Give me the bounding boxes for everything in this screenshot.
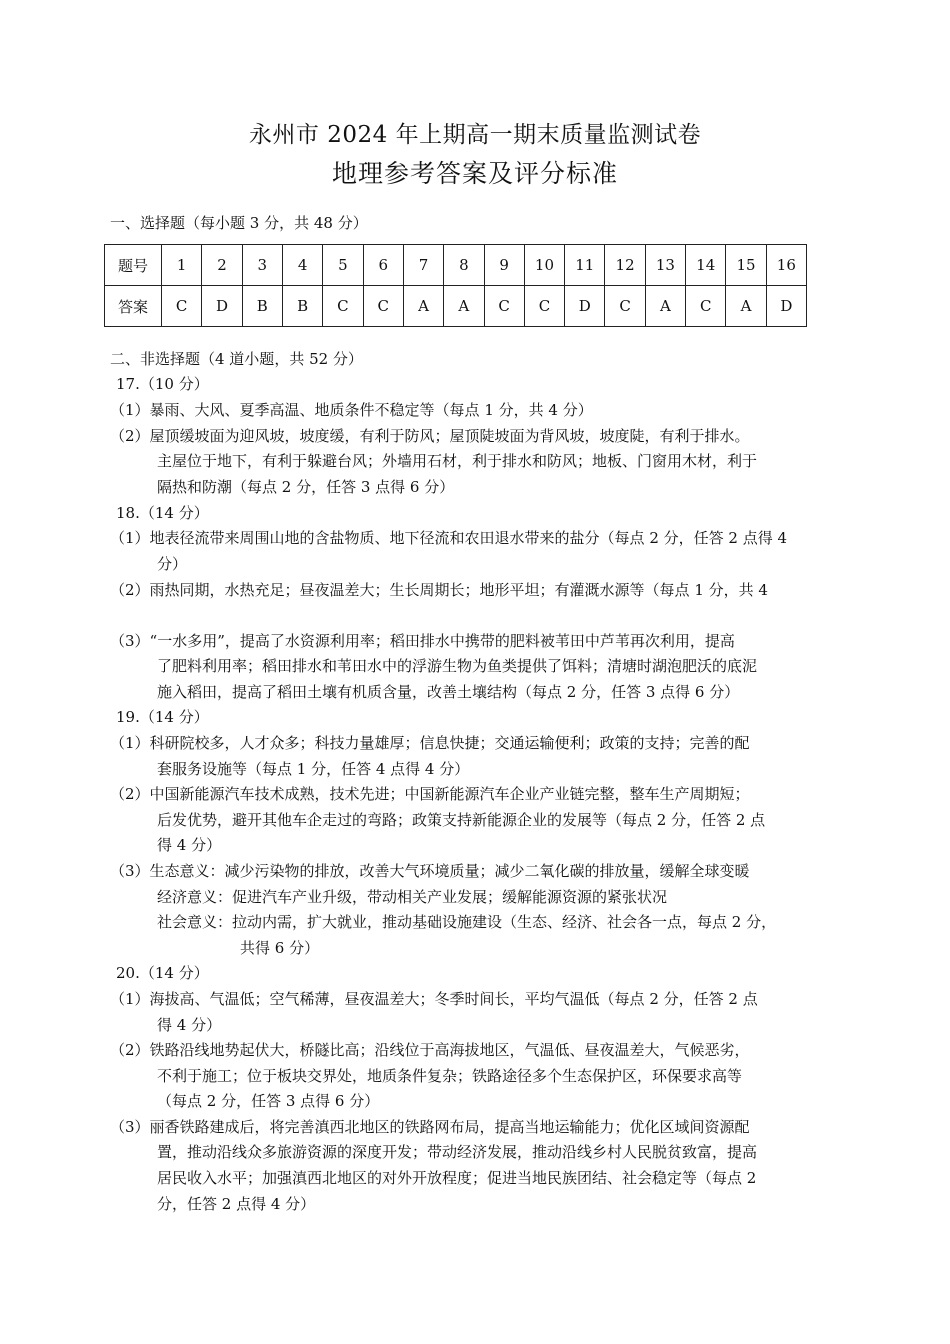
q20-answer-1-cont: 得 4 分）	[157, 1016, 222, 1034]
answer-cell: D	[766, 286, 806, 327]
exam-title: 永州市 2024 年上期高一期末质量监测试卷	[248, 122, 702, 148]
q17-answer-2-cont: 隔热和防潮（每点 2 分，任答 3 点得 6 分）	[157, 478, 455, 496]
row-label-question: 题号	[105, 245, 162, 286]
q17-answer-1: （1）暴雨、大风、夏季高温、地质条件不稳定等（每点 1 分，共 4 分）	[110, 401, 593, 419]
q18-answer-3-cont: 了肥料利用率；稻田排水和苇田水中的浮游生物为鱼类提供了饵料；清塘时湖泡肥沃的底泥	[157, 657, 758, 675]
q19-answer-3-cont: 共得 6 分）	[240, 939, 320, 957]
answer-cell: B	[282, 286, 322, 327]
q19-answer-1: （1）科研院校多，人才众多；科技力量雄厚；信息快捷；交通运输便利；政策的支持；完善的配	[110, 734, 750, 752]
q18-title: 18.（14 分）	[116, 504, 209, 522]
q19-answer-3-cont: 经济意义：促进汽车产业升级，带动相关产业发展；缓解能源资源的紧张状况	[157, 888, 668, 906]
question-number-row	[105, 245, 807, 286]
answer-cell: C	[686, 286, 726, 327]
q20-answer-3-cont: 置，推动沿线众多旅游资源的深度开发；带动经济发展，推动沿线乡村人民脱贫致富，提高	[157, 1143, 758, 1161]
question-number: 14	[686, 245, 726, 286]
answer-cell: A	[726, 286, 766, 327]
question-number: 12	[605, 245, 645, 286]
question-number: 1	[162, 245, 202, 286]
q20-answer-2: （2）铁路沿线地势起伏大，桥隧比高；沿线位于高海拔地区，气温低、昼夜温差大，气候恶劣，	[110, 1041, 750, 1059]
answer-cell: A	[645, 286, 685, 327]
q18-answer-3-cont: 施入稻田，提高了稻田土壤有机质含量，改善土壤结构（每点 2 分，任答 3 点得 6 分）	[157, 683, 740, 701]
q19-title: 19.（14 分）	[116, 708, 209, 726]
q18-answer-1-cont: 分）	[157, 555, 188, 573]
q19-answer-2: （2）中国新能源汽车技术成熟，技术先进；中国新能源汽车企业产业链完整，整车生产周期短；	[110, 785, 750, 803]
question-number: 15	[726, 245, 766, 286]
question-number: 8	[444, 245, 484, 286]
q17-answer-2-cont: 主屋位于地下，有利于躲避台风；外墙用石材，利于排水和防风；地板、门窗用木材，利于	[157, 452, 758, 470]
q18-answer-1: （1）地表径流带来周围山地的含盐物质、地下径流和农田退水带来的盐分（每点 2 分，任答 2 点得 4	[110, 529, 788, 547]
answer-row	[105, 286, 807, 327]
question-number: 6	[363, 245, 403, 286]
q17-answer-2: （2）屋顶缓坡面为迎风坡，坡度缓，有利于防风；屋顶陡坡面为背风坡，坡度陡，有利于排水。	[110, 427, 750, 445]
question-number: 3	[242, 245, 282, 286]
answer-cell: C	[605, 286, 645, 327]
q19-answer-1-cont: 套服务设施等（每点 1 分，任答 4 点得 4 分）	[157, 760, 470, 778]
answer-cell: A	[444, 286, 484, 327]
q19-answer-2-cont: 得 4 分）	[157, 836, 222, 854]
answer-cell: A	[403, 286, 443, 327]
answer-cell: B	[242, 286, 282, 327]
q19-answer-2-cont: 后发优势，避开其他车企走过的弯路；政策支持新能源企业的发展等（每点 2 分，任答 2 点	[157, 811, 766, 829]
question-number: 4	[282, 245, 322, 286]
q20-answer-2-cont: 不利于施工；位于板块交界处，地质条件复杂；铁路途径多个生态保护区，环保要求高等	[157, 1067, 743, 1085]
row-label-answer: 答案	[105, 286, 162, 327]
question-number: 16	[766, 245, 806, 286]
question-number: 13	[645, 245, 685, 286]
answer-cell: C	[363, 286, 403, 327]
answer-cell: C	[524, 286, 564, 327]
answer-cell: D	[202, 286, 242, 327]
q20-answer-3: （3）丽香铁路建成后，将完善滇西北地区的铁路网布局，提高当地运输能力；优化区域间资源配	[110, 1118, 750, 1136]
question-number: 7	[403, 245, 443, 286]
answer-cell: C	[162, 286, 202, 327]
q20-answer-1: （1）海拔高、气温低；空气稀薄，昼夜温差大；冬季时间长，平均气温低（每点 2 分，任答 2 点	[110, 990, 758, 1008]
q18-answer-3: （3）“一水多用”，提高了水资源利用率；稻田排水中携带的肥料被苇田中芦苇再次利用，提高	[110, 632, 735, 650]
question-number: 9	[484, 245, 524, 286]
q19-answer-3: （3）生态意义：减少污染物的排放，改善大气环境质量；减少二氧化碳的排放量，缓解全球变暖	[110, 862, 750, 880]
q20-title: 20.（14 分）	[116, 964, 209, 982]
question-number: 11	[565, 245, 605, 286]
answer-cell: C	[323, 286, 363, 327]
question-number: 5	[323, 245, 363, 286]
answer-cell: D	[565, 286, 605, 327]
question-number: 2	[202, 245, 242, 286]
exam-subtitle: 地理参考答案及评分标准	[331, 159, 618, 188]
question-number: 10	[524, 245, 564, 286]
q18-answer-2: （2）雨热同期，水热充足；昼夜温差大；生长周期长；地形平坦；有灌溉水源等（每点 1 分，共 4	[110, 581, 768, 599]
answer-table	[104, 244, 807, 327]
q20-answer-3-cont: 分，任答 2 点得 4 分）	[157, 1195, 316, 1213]
answer-cell: C	[484, 286, 524, 327]
q17-title: 17.（10 分）	[116, 375, 209, 393]
section2-heading: 二、非选择题（4 道小题，共 52 分）	[110, 350, 363, 368]
section1-heading: 一、选择题（每小题 3 分，共 48 分）	[110, 214, 368, 232]
q19-answer-3-cont: 社会意义：拉动内需，扩大就业，推动基础设施建设（生态、经济、社会各一点，每点 2 分，	[157, 913, 777, 931]
q20-answer-2-cont: （每点 2 分，任答 3 点得 6 分）	[157, 1092, 380, 1110]
q20-answer-3-cont: 居民收入水平；加强滇西北地区的对外开放程度；促进当地民族团结、社会稳定等（每点 2	[157, 1169, 757, 1187]
